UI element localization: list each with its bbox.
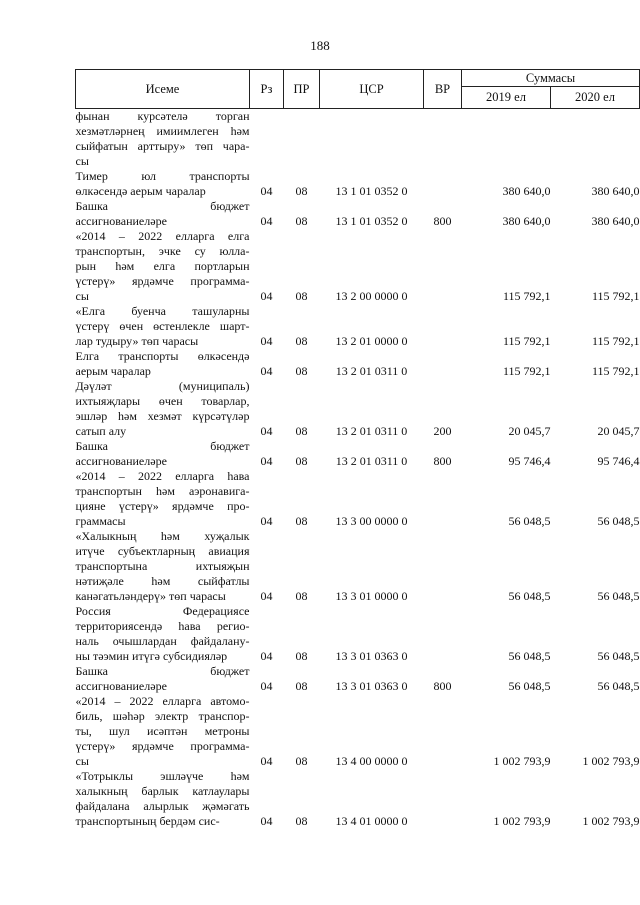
cell-2020: 115 792,1 xyxy=(591,289,640,303)
name-line: территориясендә һава регио- xyxy=(75,619,250,633)
cell-pr: 08 xyxy=(295,514,308,528)
name-line: транспортының бердәм сис- xyxy=(75,814,220,828)
cell-2019: 380 640,0 xyxy=(502,214,551,228)
cell-csr: 13 3 01 0000 0 xyxy=(335,589,408,603)
cell-pr: 08 xyxy=(295,814,308,828)
cell-vr xyxy=(424,304,462,349)
cell-name xyxy=(76,199,250,229)
table-row xyxy=(76,109,640,170)
cell-vr xyxy=(424,469,462,529)
cell-2020: 380 640,0 xyxy=(591,214,640,228)
cell-name xyxy=(76,769,250,829)
cell-vr: 800 xyxy=(433,214,452,228)
name-line: үстерү» ярдәмче программа- xyxy=(75,739,250,753)
name-line: Башка бюджет xyxy=(75,439,250,453)
page-number: 188 xyxy=(310,38,330,53)
cell-2020: 56 048,5 xyxy=(597,589,640,603)
name-line: ассигнованиеләре xyxy=(75,454,167,468)
cell-pr: 08 xyxy=(295,589,308,603)
cell-vr: 200 xyxy=(433,424,452,438)
name-line: канәгатьләндерү» төп чарасы xyxy=(75,589,226,603)
cell-vr xyxy=(424,694,462,769)
cell-name xyxy=(76,529,250,604)
cell-vr xyxy=(424,109,462,170)
header-csr: ЦСР xyxy=(320,70,424,109)
name-line: файдалана алырлык җәмәгать xyxy=(75,799,250,813)
cell-pr: 08 xyxy=(295,679,308,693)
cell-rz: 04 xyxy=(260,184,273,198)
cell-vr: 800 xyxy=(433,679,452,693)
table-row xyxy=(76,169,640,199)
table-row xyxy=(76,664,640,694)
cell-2020: 56 048,5 xyxy=(597,679,640,693)
name-line: ны тәэмин итүгә субсидияләр xyxy=(75,649,228,663)
cell-name xyxy=(76,379,250,439)
cell-pr xyxy=(284,109,320,170)
cell-rz: 04 xyxy=(260,514,273,528)
name-line: транспортына ихтыяҗын xyxy=(75,559,250,573)
name-line: Елга транспорты өлкәсендә xyxy=(75,349,250,363)
name-line: эшләр һәм хезмәт күрсәтүләр xyxy=(75,409,250,423)
cell-name xyxy=(76,109,250,170)
cell-csr: 13 2 01 0311 0 xyxy=(335,454,408,468)
cell-csr: 13 3 01 0363 0 xyxy=(335,649,408,663)
cell-pr: 08 xyxy=(295,649,308,663)
name-line: «Тотрыклы эшләүче һәм xyxy=(75,769,250,783)
cell-name xyxy=(76,304,250,349)
table-row xyxy=(76,529,640,604)
cell-rz xyxy=(250,109,284,170)
header-pr: ПР xyxy=(284,70,320,109)
name-line: биль, шәһәр электр транспор- xyxy=(75,709,250,723)
cell-2019: 115 792,1 xyxy=(502,334,551,348)
name-line: «Елга буенча ташуларны xyxy=(75,304,250,318)
cell-2019: 20 045,7 xyxy=(508,424,551,438)
name-line: сатып алу xyxy=(75,424,127,438)
name-line: Башка бюджет xyxy=(75,199,250,213)
table-row xyxy=(76,304,640,349)
table-row xyxy=(76,439,640,469)
name-line: ты, шул исәптән метроны xyxy=(75,724,250,738)
cell-pr: 08 xyxy=(295,754,308,768)
name-line: өлкәсендә аерым чаралар xyxy=(75,184,206,198)
name-line: Тимер юл транспорты xyxy=(75,169,250,183)
table-body xyxy=(76,109,640,830)
cell-2020: 1 002 793,9 xyxy=(582,754,640,768)
cell-2019: 56 048,5 xyxy=(508,679,551,693)
cell-csr: 13 2 01 0000 0 xyxy=(335,334,408,348)
cell-2019: 1 002 793,9 xyxy=(493,754,551,768)
table-row xyxy=(76,349,640,379)
cell-name xyxy=(76,604,250,664)
table-row xyxy=(76,604,640,664)
cell-2019 xyxy=(462,109,551,170)
name-line: транспортын, эчке су юлла- xyxy=(75,244,250,258)
cell-rz: 04 xyxy=(260,814,273,828)
cell-csr: 13 1 01 0352 0 xyxy=(335,214,408,228)
name-line: цияне үстерү» ярдәмче про- xyxy=(75,499,250,513)
name-line: рын һәм елга портларын xyxy=(75,259,250,273)
name-line: үстерү» ярдәмче программа- xyxy=(75,274,250,288)
name-line: хезмәтләрнең имиимлеген һәм xyxy=(75,124,250,138)
header-2019: 2019 ел xyxy=(462,87,551,109)
name-line: ассигнованиеләре xyxy=(75,679,167,693)
cell-2019: 1 002 793,9 xyxy=(493,814,551,828)
name-line: лар тудыру» төп чарасы xyxy=(75,334,199,348)
cell-rz: 04 xyxy=(260,754,273,768)
name-line: граммасы xyxy=(75,514,126,528)
cell-csr: 13 3 01 0363 0 xyxy=(335,679,408,693)
budget-table xyxy=(75,69,640,829)
cell-csr: 13 2 01 0311 0 xyxy=(335,424,408,438)
cell-vr xyxy=(424,604,462,664)
cell-vr xyxy=(424,169,462,199)
cell-name xyxy=(76,664,250,694)
cell-name xyxy=(76,439,250,469)
header-rz: Рз xyxy=(250,70,284,109)
cell-2019: 380 640,0 xyxy=(502,184,551,198)
cell-csr: 13 2 01 0311 0 xyxy=(335,364,408,378)
cell-csr: 13 2 00 0000 0 xyxy=(335,289,408,303)
name-line: сы xyxy=(75,754,89,768)
table-row xyxy=(76,469,640,529)
cell-pr: 08 xyxy=(295,454,308,468)
table-row xyxy=(76,199,640,229)
cell-2019: 115 792,1 xyxy=(502,289,551,303)
name-line: транспортын һәм аэронавига- xyxy=(75,484,250,498)
name-line: халыкның барлык катлаулары xyxy=(75,784,250,798)
cell-2020: 95 746,4 xyxy=(597,454,640,468)
cell-rz: 04 xyxy=(260,334,273,348)
name-line: итүче субъектларның авиация xyxy=(75,544,250,558)
header-vr: ВР xyxy=(424,70,462,109)
cell-pr: 08 xyxy=(295,184,308,198)
name-line: ассигнованиеләре xyxy=(75,214,167,228)
cell-pr: 08 xyxy=(295,424,308,438)
cell-vr: 800 xyxy=(433,454,452,468)
name-line: Россия Федерациясе xyxy=(75,604,250,618)
cell-rz: 04 xyxy=(260,214,273,228)
name-line: фынан курсәтелә торган xyxy=(75,109,250,123)
cell-csr xyxy=(320,109,424,170)
name-line: сыйфатын арттыру» төп чара- xyxy=(75,139,250,153)
table-row xyxy=(76,379,640,439)
cell-rz: 04 xyxy=(260,589,273,603)
cell-vr xyxy=(424,349,462,379)
name-line: «2014 – 2022 елларга автомо- xyxy=(75,694,250,708)
name-line: ихтыяҗлары өчен товарлар, xyxy=(75,394,250,408)
cell-rz: 04 xyxy=(260,679,273,693)
cell-pr: 08 xyxy=(295,364,308,378)
cell-name xyxy=(76,349,250,379)
cell-2020: 115 792,1 xyxy=(591,334,640,348)
cell-vr xyxy=(424,229,462,304)
name-line: «2014 – 2022 елларга елга xyxy=(75,229,250,243)
header-sums: Суммасы xyxy=(462,70,640,87)
name-line: нәтиҗәле һәм сыйфатлы xyxy=(75,574,250,588)
cell-2020: 115 792,1 xyxy=(591,364,640,378)
cell-2020: 1 002 793,9 xyxy=(582,814,640,828)
cell-2019: 95 746,4 xyxy=(508,454,551,468)
table-row xyxy=(76,229,640,304)
cell-pr: 08 xyxy=(295,214,308,228)
cell-csr: 13 4 01 0000 0 xyxy=(335,814,408,828)
cell-name xyxy=(76,229,250,304)
name-line: сы xyxy=(75,289,89,303)
table-row xyxy=(76,769,640,829)
cell-csr: 13 3 00 0000 0 xyxy=(335,514,408,528)
cell-name xyxy=(76,169,250,199)
name-line: Дәүләт (муниципаль) xyxy=(75,379,250,393)
name-line: Башка бюджет xyxy=(75,664,250,678)
cell-rz: 04 xyxy=(260,364,273,378)
cell-2019: 115 792,1 xyxy=(502,364,551,378)
cell-2019: 56 048,5 xyxy=(508,649,551,663)
name-line: «2014 – 2022 елларга һава xyxy=(75,469,250,483)
cell-name xyxy=(76,694,250,769)
cell-2020: 56 048,5 xyxy=(597,514,640,528)
cell-pr: 08 xyxy=(295,289,308,303)
cell-rz: 04 xyxy=(260,424,273,438)
name-line: аерым чаралар xyxy=(75,364,151,378)
cell-csr: 13 1 01 0352 0 xyxy=(335,184,408,198)
header-2020: 2020 ел xyxy=(551,87,640,109)
cell-2020: 56 048,5 xyxy=(597,649,640,663)
cell-name xyxy=(76,469,250,529)
cell-rz: 04 xyxy=(260,454,273,468)
name-line: үстерү өчен өстенлекле шарт- xyxy=(75,319,250,333)
name-line: «Халыкның һәм хуҗалык xyxy=(75,529,250,543)
cell-csr: 13 4 00 0000 0 xyxy=(335,754,408,768)
table-row xyxy=(76,694,640,769)
name-line: сы xyxy=(75,154,89,168)
table-header xyxy=(76,70,640,109)
cell-2019: 56 048,5 xyxy=(508,514,551,528)
cell-2020 xyxy=(551,109,640,170)
cell-2020: 20 045,7 xyxy=(597,424,640,438)
cell-pr: 08 xyxy=(295,334,308,348)
cell-vr xyxy=(424,769,462,829)
cell-2020: 380 640,0 xyxy=(591,184,640,198)
cell-rz: 04 xyxy=(260,289,273,303)
cell-rz: 04 xyxy=(260,649,273,663)
cell-vr xyxy=(424,529,462,604)
header-name: Исеме xyxy=(76,70,250,109)
cell-2019: 56 048,5 xyxy=(508,589,551,603)
name-line: наль очышлардан файдалану- xyxy=(75,634,250,648)
